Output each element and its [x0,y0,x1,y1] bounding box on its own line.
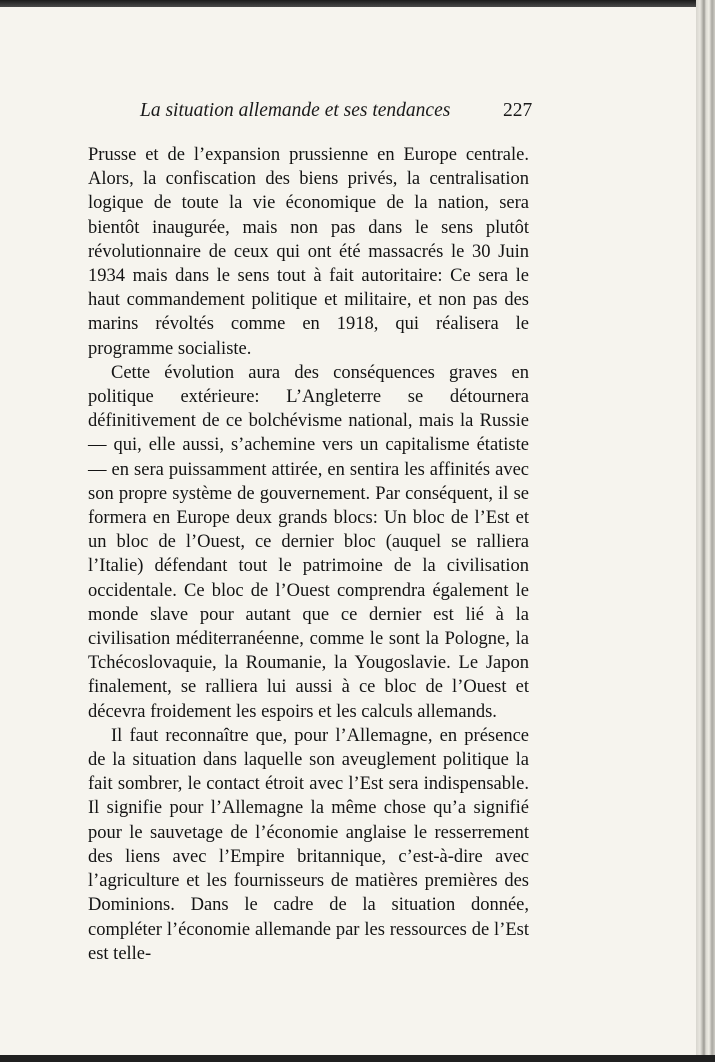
paragraph-2: Cette évolution aura des conséquences graves en politique extérieure: L’Angleterre se détournera définitivement de ce bolchévisme national, mais la Russie — qui, elle aussi, s’achemine vers un capitalisme étatiste — en sera puissamment attirée, en sentira les affinités avec son propre système de gouvernement. Par conséquent, il se formera en Europe deux grands blocs: Un bloc de l’Est et un bloc de l’Ouest, ce dernier bloc (auquel se ralliera l’Italie) défendant tout le patrimoine de la civilisation occidentale. Ce bloc de l’Ouest comprendra également le monde slave pour autant que ce dernier est lié à la civilisation méditerranéenne, comme le sont la Pologne, la Tchécoslovaquie, la Roumanie, la Yougoslavie. Le Japon finalement, se ralliera lui aussi à ce bloc de l’Ouest et décevra froidement les espoirs et les calculs allemands. [88,362,529,722]
running-title: La situation allemande et ses tendances [140,100,451,121]
scan-bottom-edge [0,1055,715,1062]
scan-right-edge [696,0,715,1062]
page-number: 227 [503,100,533,121]
body-text [88,143,529,966]
scan-top-edge [0,0,715,7]
paragraph-3: Il faut reconnaître que, pour l’Allemagne, en présence de la situation dans laquelle son aveuglement politique la fait sombrer, le contact étroit avec l’Est sera indispensable. Il signifie pour l’Allemagne la même chose qu’a signifié pour le sauvetage de l’économie anglaise le resserrement des liens avec l’Empire britannique, c’est-à-dire avec l’agriculture et les fournisseurs de matières premières des Dominions. Dans le cadre de la situation donnée, compléter l’économie allemande par les ressources de l’Est est telle- [88,725,529,964]
paragraph-1: Prusse et de l’expansion prussienne en Europe centrale. Alors, la confiscation des biens privés, la centralisation logique de toute la vie économique de la nation, sera bientôt inaugurée, mais non pas dans le sens plutôt révolutionnaire de ceux qui ont été massacrés le 30 Juin 1934 mais dans le sens tout à fait autoritaire: Ce sera le haut commandement politique et militaire, et non pas des marins révoltés comme en 1918, qui réalisera le programme socialiste. [88,145,529,359]
